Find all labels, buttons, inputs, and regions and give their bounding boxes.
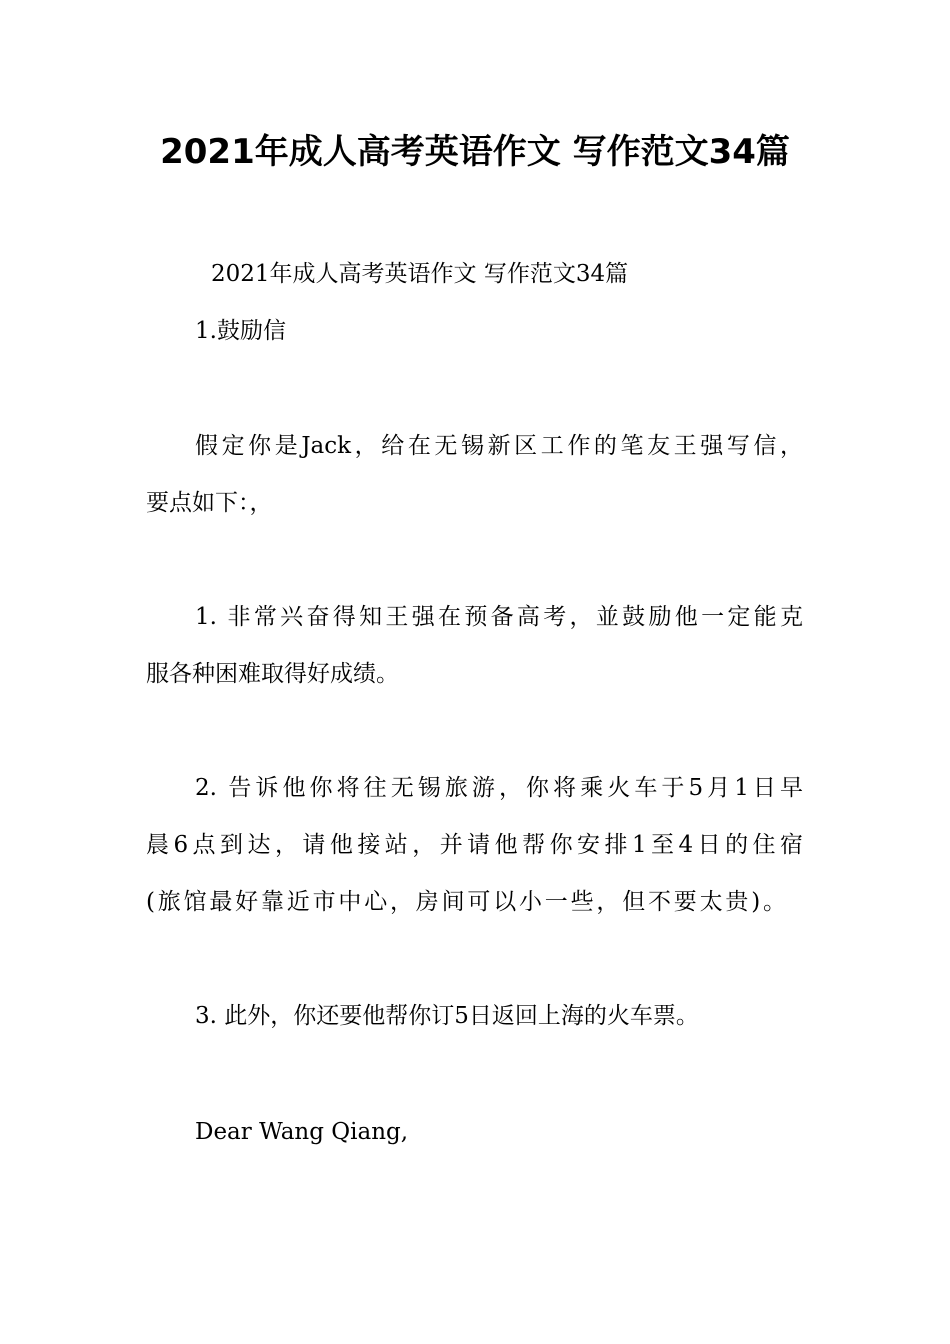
page-title: 2021年成人高考英语作文 写作范文34篇: [160, 132, 790, 172]
document-subtitle: 2021年成人高考英语作文 写作范文34篇: [211, 261, 629, 287]
point-3-line-1: 3. 此外，你还要他帮你订5日返回上海的火车票。: [195, 1003, 699, 1029]
intro-line-1: 假定你是Jack，给在无锡新区工作的笔友王强写信，: [195, 433, 803, 459]
intro-line-2: 要点如下：，: [146, 490, 273, 516]
point-2-line-3: (旅馆最好靠近市中心，房间可以小一些，但不要太贵)。: [146, 889, 786, 915]
point-2-line-1: 2. 告诉他你将往无锡旅游，你将乘火车于5月1日早: [195, 775, 803, 801]
point-2-line-2: 晨6点到达，请他接站，并请他帮你安排1至4日的住宿: [146, 832, 803, 858]
point-1-line-2: 服各种困难取得好成绩。: [146, 661, 399, 687]
letter-salutation: Dear Wang Qiang,: [195, 1119, 409, 1145]
point-1-line-1: 1. 非常兴奋得知王强在预备高考，並鼓励他一定能克: [195, 604, 803, 630]
section-heading: 1.鼓励信: [195, 318, 286, 344]
